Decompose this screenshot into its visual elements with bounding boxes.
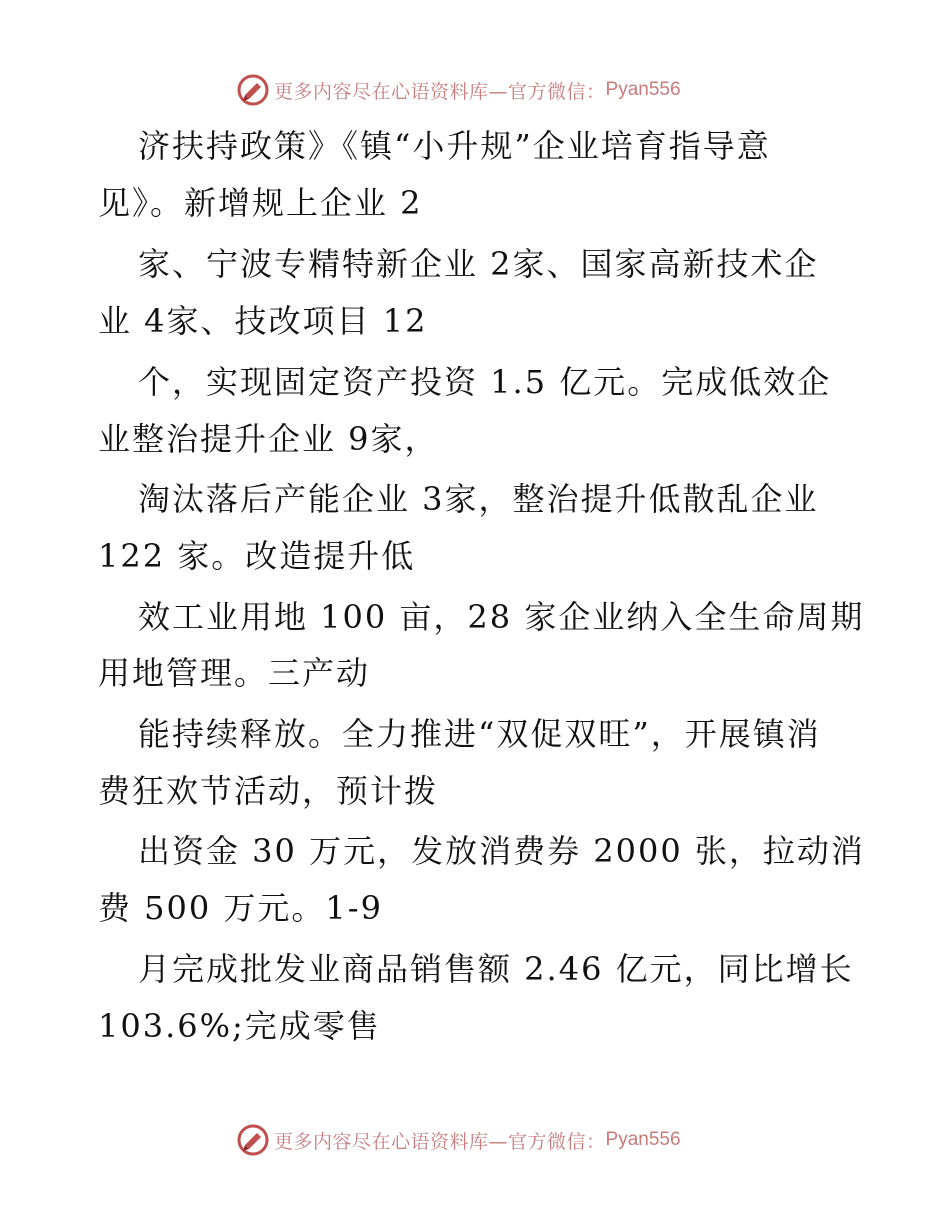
text-line: 见》。新增规上企业 2 — [98, 184, 423, 222]
watermark-text: 更多内容尽在心语资料库—官方微信： — [274, 80, 606, 103]
footer-watermark — [236, 1122, 681, 1158]
text-line: 用地管理。三产动 — [98, 654, 371, 692]
text-line: 业整治提升企业 9家， — [98, 420, 439, 458]
text-line: 效工业用地 100 亩，28 家企业纳入全生命周期 — [138, 598, 865, 636]
text-line: 费狂欢节活动，预计拨 — [98, 772, 439, 810]
watermark-logo-icon — [236, 1123, 270, 1157]
text-line: 能持续释放。全力推进“双促双旺”，开展镇消 — [138, 715, 821, 753]
watermark-handle: Pyan556 — [605, 1129, 681, 1150]
text-line: 费 500 万元。1-9 — [98, 889, 383, 927]
watermark-text: 更多内容尽在心语资料库—官方微信： — [274, 1130, 606, 1153]
text-line: 103.6%;完成零售 — [98, 1007, 381, 1045]
watermark-handle: Pyan556 — [605, 79, 681, 100]
watermark-logo-icon — [236, 73, 270, 107]
text-line: 月完成批发业商品销售额 2.46 亿元，同比增长 — [138, 950, 854, 988]
text-line: 济扶持政策》《镇“小升规”企业培育指导意 — [138, 127, 771, 165]
text-line: 家、宁波专精特新企业 2家、国家高新技术企 — [138, 245, 819, 283]
text-line: 业 4家、技改项目 12 — [98, 302, 428, 340]
text-line: 个，实现固定资产投资 1.5 亿元。完成低效企 — [138, 363, 832, 401]
text-line: 出资金 30 万元，发放消费券 2000 张，拉动消 — [138, 832, 865, 870]
header-watermark — [236, 72, 681, 108]
text-line: 122 家。改造提升低 — [98, 537, 416, 575]
text-line: 淘汰落后产能企业 3家，整治提升低散乱企业 — [138, 480, 819, 518]
